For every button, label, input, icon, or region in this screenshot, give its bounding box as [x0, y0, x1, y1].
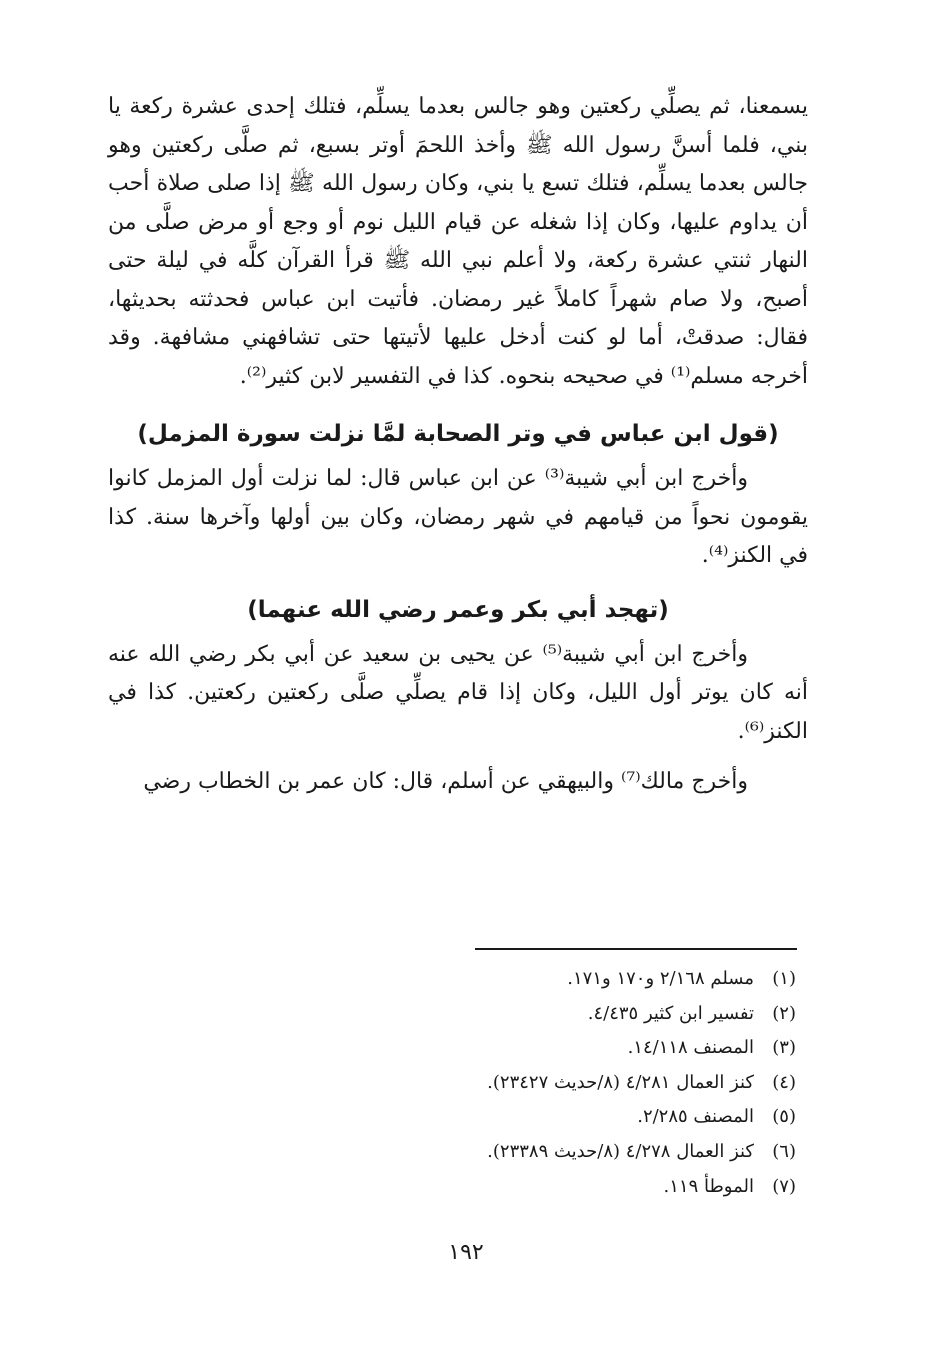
footnote-text: مسلم ٢/١٦٨ و١٧٠ و١٧١.	[567, 968, 754, 989]
page-number: ١٩٢	[448, 1240, 484, 1265]
footnote-number: (٥)	[772, 1106, 796, 1128]
section-heading-1: (قول ابن عباس في وتر الصحابة لمَّا نزلت سورة المزمل)	[137, 421, 779, 447]
footnote-number: (١)	[772, 968, 796, 989]
footnote-text: كنز العمال ٤/٢٨١ (٨/حديث ٢٣٤٢٧).	[487, 1071, 754, 1093]
footnote-item	[236, 1066, 796, 1101]
footnote-item	[236, 997, 796, 1032]
body-paragraph-1: يسمعنا، ثم يصلِّي ركعتين وهو جالس بعدما يسلِّم، فتلك إحدى عشرة ركعة يا بني، فلما أسنَّ رسول الله ﷺ وأخذ اللحمَ أوتر بسبع، ثم صلَّى ركعتين وهو جالس بعدما يسلِّم، فتلك تسع يا بني، وكان رسول الله ﷺ إذا صلى صلاة أحب أن يداوم عليها، وكان إذا شغله عن قيام الليل نوم أو وجع أو مرض صلَّى من النهار ثنتي عشرة ركعة، ولا أعلم نبي الله ﷺ قرأ القرآن كلَّه في ليلة حتى أصبح، ولا صام شهراً كاملاً غير رمضان. فأتيت ابن عباس فحدثته بحديثها، فقال: صدقتْ، أما لو كنت أدخل عليها لأتيتها حتى تشافهني مشافهة. وقد أخرجه مسلم⁽¹⁾ في صحيحه بنحوه. كذا في التفسير لابن كثير⁽²⁾.	[108, 94, 808, 389]
body-paragraph-4: وأخرج مالك⁽⁷⁾ والبيهقي عن أسلم، قال: كان عمر بن الخطاب رضي	[143, 769, 748, 794]
footnote-text: المصنف ٢/٢٨٥.	[637, 1106, 754, 1128]
footnote-number: (٣)	[772, 1037, 796, 1059]
footnote-text: تفسير ابن كثير ٤/٤٣٥.	[587, 1002, 754, 1024]
page-body	[108, 88, 808, 802]
body-paragraph-2: وأخرج ابن أبي شيبة⁽³⁾ عن ابن عباس قال: لما نزلت أول المزمل كانوا يقومون نحواً من قيامهم في شهر رمضان، وكان بين أولها وآخرها سنة. كذا في الكنز⁽⁴⁾.	[108, 466, 808, 568]
footnote-number: (٧)	[772, 1175, 796, 1197]
footnote-separator	[475, 948, 797, 950]
footnote-item	[236, 1100, 796, 1135]
footnote-list	[236, 962, 796, 1204]
footnote-number: (٤)	[772, 1071, 796, 1093]
footnote-item	[236, 1170, 796, 1205]
footnote-text: كنز العمال ٤/٢٧٨ (٨/حديث ٢٣٣٨٩).	[487, 1140, 754, 1162]
footnote-number: (٦)	[772, 1140, 796, 1162]
footnote-item	[236, 1031, 796, 1066]
footnote-text: الموطأ ١١٩.	[663, 1175, 754, 1197]
footnote-item	[236, 962, 796, 997]
footnote-text: المصنف ١٤/١١٨.	[627, 1037, 754, 1059]
section-heading-2: (تهجد أبي بكر وعمر رضي الله عنهما)	[247, 596, 669, 623]
body-paragraph-3: وأخرج ابن أبي شيبة⁽⁵⁾ عن يحيى بن سعيد عن أبي بكر رضي الله عنه أنه كان يوتر أول الليل، وكان إذا قام يصلِّي صلَّى ركعتين ركعتين. كذا في الكنز⁽⁶⁾.	[108, 641, 808, 744]
footnote-item	[236, 1135, 796, 1170]
footnote-number: (٢)	[772, 1002, 796, 1024]
